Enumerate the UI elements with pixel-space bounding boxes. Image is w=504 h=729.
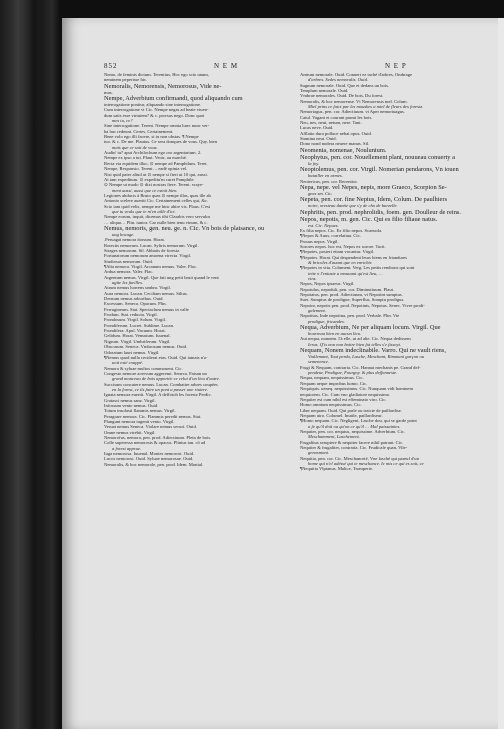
text-line: a forest apprue.: [112, 445, 142, 451]
text-line: & bricoles d'auant que en enrichir.: [308, 259, 373, 265]
text-line: Sugnum nemorale. Ouid. Que et dedans un bois.: [300, 82, 390, 88]
text-line: Congesto nemore acervum aggeremi. Seneca. Faisan un: [104, 370, 207, 376]
text-line: Colle superessa nemorosis & opacus. Plinius tan. cō ad: [104, 440, 206, 446]
text-line: Neophytus, pen. cor. Nouellement plant, nouueau conuerty a: [300, 153, 455, 161]
text-line: Gelidum. Horat. Venustum. Iuuenal.: [104, 333, 171, 339]
text-line: Nequiter est cum nihil est effeminato viro. Cic.: [300, 396, 387, 402]
text-line: Miel prins ce faict par les mouskes a miel de fleurs des forestz.: [308, 104, 424, 110]
text-line: Ieras. Q'is non non boitre bien fut telles s'e fissoyt.: [308, 341, 402, 347]
text-line: Nepos, nepotis, m. gen. Cic. Qui es filio filiaue natus.: [300, 215, 438, 223]
text-line: Nepa, nepe. vel Nepes, nepis, more Graeco, Scorpion Se-: [300, 183, 447, 191]
text-line: Nemoralis, & hoc nemorale, pen. prod. Idem. Martial.: [104, 461, 204, 467]
text-line: Neotericus, pen. cor. Recentior.: [300, 178, 358, 184]
text-line: Densum nemus arboribus. Ouid.: [104, 296, 164, 302]
text-line: Lucas neve. Ouid.: [300, 125, 334, 131]
text-line: Nequam aeque improbus homo. Cic.: [300, 380, 368, 386]
text-line: Aura nemora. Lucan. Ceciliam nemus. Silius.: [104, 290, 188, 296]
text-line: iette o l'entuste a mouuant qu'est lieu, …: [308, 270, 383, 276]
text-line: Vmbrae nemorales. Ouid. De bois, Du forest.: [300, 93, 384, 99]
text-line: Legiones abducis à Bruto quas ⊙ nempe illas, quas ille ab: [104, 192, 211, 198]
page-fore-edge: [498, 18, 504, 729]
text-line: Nemorofus, nemora, pen. prod. Adiectiuum. Plein de bois.: [104, 435, 212, 440]
text-line: Nemoralis, & hoc nemorense. Vt Nemorensis mel. Colum.: [300, 98, 408, 104]
text-line: Sine interrogatione. Terent. Nempe omnia haec nunc ver-: [104, 123, 210, 129]
text-line: Dono nond nodera neuere manus. Sil.: [300, 141, 370, 147]
text-line: ba huc redeunt. Certes, Certainement.: [104, 128, 174, 134]
text-line: a fe qu'il doit ou qu'on ce qu'il … Mal paissaintes.: [308, 423, 401, 429]
right-column: [300, 72, 484, 472]
text-line: est. Cic. Nepuez.: [308, 222, 339, 228]
page-number: 852: [104, 62, 118, 70]
text-line: ¶Nepotes. Horat. Qui despendent leurs biens en friandures: [300, 254, 408, 260]
text-line: nequiorem. Cic. Cum vno gladiatore nequissimo.: [300, 391, 391, 397]
text-line: que tu veulx que ie m'en aille d'ici.: [112, 208, 176, 214]
text-line: Fortunatorum nemorum amoena virecta. Virgil.: [104, 253, 192, 259]
text-line: ¶Nepotes, posteri etiam vocantur. Virgil.: [300, 249, 375, 255]
text-line: … aliqua… Plin. iunior. Car nulle bien tenu vinum, & c.: [104, 219, 208, 225]
text-line: ¶Nequitia Vlpianus. Malice, Tromperie.: [300, 466, 374, 472]
text-line: dum satis esse virtutem? & c. prorsus nego. Donc quoi: [104, 112, 205, 118]
text-line: Ferrugineum. Stat. Spectaclum nemus in valle: [104, 306, 189, 312]
text-line: ¶Nepotes in vita. Colument. Verg. Les petits rendrons qui sont: [300, 265, 415, 271]
text-line: Infossum vento nemus. Ouid.: [104, 402, 159, 408]
text-line: Cum interrogatione vt Cic. Nempe negas ad beate viuen-: [104, 107, 209, 113]
text-line: Ignata nemora euertit. Virgil. A deffoioh les forestz Perdic.: [104, 392, 212, 398]
text-line: Viallemant, Tout perdu, Lasche, Meschant, Rimmani garçon ou: [308, 354, 425, 360]
text-line: Peragrare nemora. Cic. Flammis peredit nemus. Stat.: [104, 413, 202, 419]
text-line: genosmont.: [308, 450, 330, 456]
text-line: Recta via equidem illuc, ⊙ nempe ad Pamphilum. Teret.: [104, 160, 208, 166]
text-line: Nepotor, nepotis pen. prod. Nepotinis, Nepotus. Senec. Vivre prodi-: [300, 302, 425, 308]
text-line: Scio iam quid velis, nempe me hinc abire vis. Plaus. C'est: [104, 203, 211, 209]
text-line: Ardua nemora. Valer. Flac.: [104, 269, 154, 275]
text-line: Nemora & syluae multos commouent. Cic.: [104, 365, 183, 371]
text-line: Frugaliius seruptere & nequiter facere nihil patrant. Cic.: [300, 439, 404, 445]
text-line: Totum insolasit flammis nemus. Virgil.: [104, 408, 176, 414]
text-line: Antonio scelere auertit Cic. Certainement celles qui, &c.: [104, 198, 209, 204]
text-line: Nephritis, pen. prod. nephrolidis, foem. gen. Doulleur de reins.: [300, 208, 461, 216]
text-line: Nigrum. Virgil. Umbriferum. Virgil.: [104, 338, 171, 344]
text-line: Nisi quid pater aliud ut ⊙ nempe si fieri ut 10 qui, aussi.: [104, 171, 208, 177]
text-line: Nemoralis, Nemorensis, Nemorosus, Vide ne-: [104, 82, 222, 90]
text-line: Atrum nemus horrens umbra. Virgil.: [104, 285, 171, 291]
text-line: ¶Nemus quod nulla ceciderat etas. Ouid. Qui iamais n'a-: [104, 354, 208, 360]
text-line: Obscurum. Seneca. Vmbrosum nemus. Ouid.: [104, 344, 188, 350]
text-line: neminem peperisse hic.: [104, 77, 148, 83]
text-line: en la forest, ce ils faire un pont a passer une riuiere.: [112, 386, 209, 392]
text-line: grand monceau de bois apportée ce celui d'un lieu d'autre.: [112, 376, 220, 382]
text-line: noire, oresteau dantie que s'y de cho de hurzelle.: [308, 203, 398, 209]
text-line: agite les fueilles.: [112, 280, 144, 286]
text-line: Liber nequam. Ouid. Qui parle ou traicte de paillardise.: [300, 407, 402, 413]
text-line: Prouus nepos. Virgil.: [300, 238, 339, 244]
text-line: Odoratum lauri nemus. Virgil.: [104, 349, 160, 355]
text-line: Nequiter, pen. cor. nequius, nequissime. Adverbium. Cic.: [300, 428, 406, 434]
text-line: Gratasci nemus sanz. Virgil.: [104, 397, 156, 403]
text-line: ung bocage.: [112, 231, 135, 237]
text-line: Nepotulus, nepoduli, pen. cor. Diminutiuum. Plaut.: [300, 286, 395, 292]
text-line: Suet. Sumptus de prodigue, Superflus, Somptu prodigus.: [300, 297, 405, 303]
text-line: Nepeta, pen. cor. fine Nepius, Idem, Colum. De paulhiers: [300, 196, 447, 204]
text-line: tuo. & c. De me. Plautus. Ce sera donques de vous. Quy, bien: [104, 139, 217, 145]
text-line: Nequiter & frugaliter, contraria. Cic. Frudicale quan, Vile-: [300, 444, 408, 450]
text-line: Nequiquis. ueneq. nequissimus. Cic. Nunquam vidi hominem: [300, 386, 414, 392]
text-line: Nempe eorum, inquit, dicemus tibi Clarabis vero servulos: [104, 214, 211, 220]
text-line: Frondifera. Apul. Vacuum. Horat.: [104, 328, 166, 334]
text-line: Succisum concutere nemus. Lucan. Combattre arbres coupées: [104, 381, 218, 387]
text-line: Veruat nemus Seneca. Violare nemus securi. Ouid.: [104, 424, 197, 430]
text-line: .Peruagat nemora dorsum. Horat.: [104, 237, 165, 243]
text-line: Nequa, Adverbium, Ne per aliquam locum. Virgil. Que: [300, 324, 441, 332]
text-line: Nemo, de feminis dictum. Terentius, Hoc ego scio unum,: [104, 72, 209, 77]
text-line: d'arbres. Sedes nemoralis. Ouid.: [308, 77, 369, 83]
text-line: Nempe ex ipso a tui. Plaut. Veoir, au marché.: [104, 155, 187, 161]
text-line: gnes sm. Cic.: [308, 190, 333, 196]
text-line: Nepotitas, Inde nepotina, pen. prod. Verbale. Plin. Vie: [300, 313, 400, 319]
text-line: Lucos nemorosi. Ouid. Syluae nemorosae. Ouid.: [104, 456, 194, 462]
text-line: ¶Nepos & Auus, correlatiua. Cic.: [300, 233, 361, 239]
text-line: Meschamment, Laschement.: [308, 434, 360, 440]
text-line: mais que ce soit de vous.: [112, 144, 158, 150]
text-line: Aut nequa, nonnem. l'à elle, ut ad alie. Cic. Nequa dedissem: [300, 336, 411, 342]
text-line: home qui n'el adéssé qui te meschance. Ic mis ce qui es soit, ce: [308, 460, 424, 466]
text-line: Nemus, nemoris, gen. neu. ge. n. Cic. Vn bois de plaisance, ou: [104, 224, 265, 232]
text-line: semenence.: [308, 359, 330, 365]
text-line: Nepotatus, pen. prod. Adiectiuum, vt Nepotini sumptus.: [300, 292, 403, 297]
text-line: Frondiferum. Lucret. Sublime. Lucan.: [104, 322, 175, 328]
text-line: vins.: [308, 275, 317, 281]
text-line: batailler en armes.: [308, 173, 343, 179]
text-line: Nepos, Nepos ipsaeus. Virgil.: [300, 281, 355, 287]
text-line: mus.: [104, 89, 113, 95]
text-line: Frondosum. Virgil. Solum. Virgil.: [104, 317, 167, 323]
text-line: Templum nemorale. Ouid.: [300, 88, 349, 94]
text-line: prodigue, fricandes.: [308, 318, 345, 324]
text-line: Afflatio dura polluce nebat opus. Ouid.: [300, 130, 372, 136]
text-line: Nequa, nequam, nequissimus. Cic.: [300, 375, 364, 381]
text-line: Plangunt nemora iugenti vento. Virgil.: [104, 418, 175, 424]
running-head-left: N E M: [214, 62, 239, 70]
text-line: Nequam uiro. Columel. Inutile, paillardiseur.: [300, 412, 383, 418]
text-line: Argentum nemus. Virgil. Que fait ung petit bruit quand le vent: [104, 274, 219, 280]
text-line: Catul. Vagant et courant parmi les bois.: [300, 114, 373, 120]
text-line: Frugi & Nequam, contraria. Cic. Hannai mechanis pe. Grand def-: [300, 364, 421, 370]
text-line: Antrum nemorale. Ouid. Conuert ez taché d'arbres, Ombrage: [300, 72, 413, 77]
text-line: ment aussi, aussi que ce estoit bien.: [112, 187, 178, 193]
text-line: Bene volo ego illi facere, si tu non obstas. ¶ Nempe: [104, 134, 199, 140]
text-line: ⊙ Nempe ut modo ⊙ dixi nostras fiere. Terent. vraye-: [104, 182, 204, 188]
text-line: interrogatione ponitur, aliquando sine interrogatione.: [104, 102, 202, 108]
text-line: Homo omnium nequissimus. Cic.: [300, 402, 362, 408]
text-line: Nequitia, pen. cor. Cic. Meschanceté, Vne lasché qui pareuf d'un: [300, 455, 419, 461]
text-line: Audin' tu? aput Archilochum ego oro argentarium. 2.: [104, 150, 202, 156]
text-line: Sorores nepos. hoc est, Nepos ex sorore. Tacit.: [300, 243, 386, 249]
text-line: Nequam, Nonem indeclinabile. Varro. Qui ne vault riens,: [300, 347, 446, 355]
text-line: Ex filia nepos. Cic. Ex filio nepos. Scaeuola.: [300, 227, 383, 233]
text-line: ¶Alta nemora. Virgil. Arcanum nemus. Valer. Flac.: [104, 264, 198, 269]
text-line: Strages nemorum. Sil. Abbatis de forestz.: [104, 247, 181, 253]
text-line: Nemoriagus, pen. cor. Adiectiuum. vt Aper nemoriuagus.: [300, 109, 405, 115]
text-line: Omne nemus virebit. Virgil.: [104, 429, 156, 435]
text-line: galement.: [308, 308, 326, 314]
text-line: Neomenia, nomenae, Noulunium.: [300, 146, 387, 154]
text-line: Frodum. Stat. reducta. Virgil.: [104, 312, 158, 318]
text-line: uoit esté couppé.: [112, 360, 143, 366]
text-line: pendeur, Prodigue, Fourgoy. & plus deffonneste.: [308, 370, 398, 376]
text-line: la foy.: [308, 160, 320, 166]
text-line: bourreau bien en aucun lieu.: [308, 331, 362, 337]
text-line: Stamina neui. Ouid.: [300, 136, 337, 142]
text-line: Excessum. Seneca. Opacum. Plin.: [104, 301, 167, 307]
text-line: Nempe, Adverbium confirmandi, quod aliquando cum: [104, 95, 243, 103]
text-line: Iuga nemorosa. Iuuenal. Montes nemorosi. Ouid.: [104, 451, 195, 457]
text-line: Neo, nes, neui, netum, nere. Tant.: [300, 120, 362, 126]
text-line: Neoptolemus, pen. cor. Virgil. Nomerian pendarons, Vn iouen: [300, 166, 459, 174]
text-line: Nempe, Responsio. Terent. ‒ eadē opinia vel.: [104, 166, 188, 172]
text-line: ¶Homo nequam. Cic. Negligent, Lasche dou, qui se garde point: [300, 418, 417, 424]
left-column: [104, 72, 288, 467]
text-line: mes tu, ce?: [112, 118, 133, 124]
text-line: Studiosas nemorum. Ouid.: [104, 258, 153, 264]
text-line: At iam expeditum. ⊙ expeditu'm curet Pamphile.: [104, 176, 195, 182]
text-line: Rotectis nemorum. Lucan. Syltris nemorum. Virgil.: [104, 242, 199, 248]
running-head-right: N E P: [385, 62, 407, 70]
